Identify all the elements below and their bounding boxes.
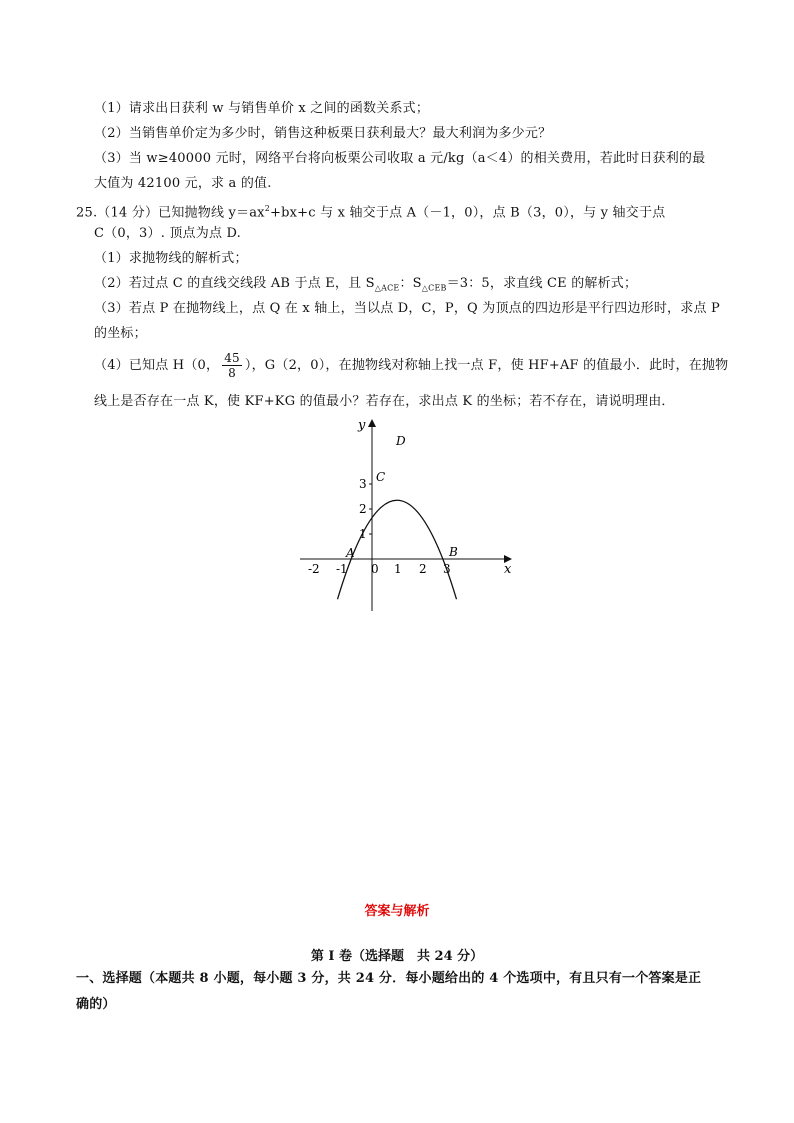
y-axis-label: y	[358, 418, 366, 433]
q25-part2-sub1: △ACE	[374, 283, 400, 293]
q25-part1: （1）求抛物线的解析式；	[94, 251, 248, 266]
fraction-45-8	[222, 351, 242, 380]
section-heading: 第 I 卷（选择题 共 24 分）	[310, 949, 484, 964]
q25-part2-c: ＝3：5，求直线 CE 的解析式；	[446, 276, 638, 291]
q25-part2-sub2: △CEB	[421, 283, 447, 293]
x-axis-label: x	[504, 562, 512, 577]
fraction-denominator: 8	[228, 366, 236, 380]
q24-part1: （1）请求出日获利 w 与销售单价 x 之间的函数关系式；	[94, 101, 430, 116]
parabola-curve	[338, 500, 457, 599]
section-intro-line1: 一、选择题（本题共 8 小题，每小题 3 分，共 24 分．每小题给出的 4 个选项中，有且只有一个答案是正	[76, 971, 702, 986]
q25-part2-b: ：S	[399, 276, 422, 291]
q25-part4-line1	[94, 350, 728, 382]
q25-heading-a: 25.（14 分）已知抛物线 y＝ax	[76, 205, 265, 221]
x-tick-label-1: 1	[394, 562, 402, 576]
parabola-graph	[296, 415, 518, 613]
x-tick-label-minus2: -2	[308, 562, 320, 576]
point-label-c: C	[376, 470, 386, 484]
q25-part4-line2: 线上是否存在一点 K，使 KF+KG 的值最小？若存在，求出点 K 的坐标；若不存在，请说明理由．	[94, 394, 675, 409]
x-tick-label-3: 3	[443, 562, 451, 576]
section-intro-line2: 确的）	[76, 997, 116, 1012]
point-label-a: A	[346, 546, 355, 560]
q25-part2-a: （2）若过点 C 的直线交线段 AB 于点 E，且 S	[94, 276, 375, 291]
q25-heading-b: +bx+c 与 x 轴交于点 A（－1，0），点 B（3，0），与 y 轴交于点	[270, 205, 666, 221]
q25-part3-line2: 的坐标；	[94, 326, 147, 341]
q25-heading	[76, 201, 665, 221]
q25-part2	[94, 276, 637, 297]
x-tick-label-0: 0	[371, 562, 379, 576]
y-tick-label-2: 2	[359, 502, 367, 516]
point-label-d: D	[396, 434, 406, 448]
q24-part3-line2: 大值为 42100 元，求 a 的值.	[94, 176, 272, 191]
y-tick-label-3: 3	[359, 477, 367, 491]
q25-part4-b: ），G（2，0），在抛物线对称轴上找一点 F，使 HF+AF 的值最小．此时，在抛物	[244, 358, 729, 373]
fraction-numerator: 45	[224, 351, 240, 365]
point-label-b: B	[449, 545, 458, 559]
q24-part2: （2）当销售单价定为多少时，销售这种板栗日获利最大？最大利润为多少元？	[94, 126, 552, 141]
x-tick-label-minus1: -1	[336, 562, 348, 576]
q25-part4-a: （4）已知点 H（0，	[94, 358, 220, 373]
q24-part3-line1: （3）当 w≥40000 元时，网络平台将向板栗公司收取 a 元/kg（a＜4）的相关费用，若此时日获利的最	[94, 151, 706, 166]
q25-heading-line2: C（0，3）. 顶点为点 D.	[94, 226, 241, 241]
answer-title: 答案与解析	[364, 904, 430, 919]
y-tick-label-1: 1	[359, 527, 367, 541]
x-tick-label-2: 2	[419, 562, 427, 576]
q25-part3-line1: （3）若点 P 在抛物线上，点 Q 在 x 轴上，当以点 D，C，P，Q 为顶点的四边形是平行四边形时，求点 P	[94, 301, 720, 316]
q25-heading-sup: 2	[264, 204, 271, 213]
